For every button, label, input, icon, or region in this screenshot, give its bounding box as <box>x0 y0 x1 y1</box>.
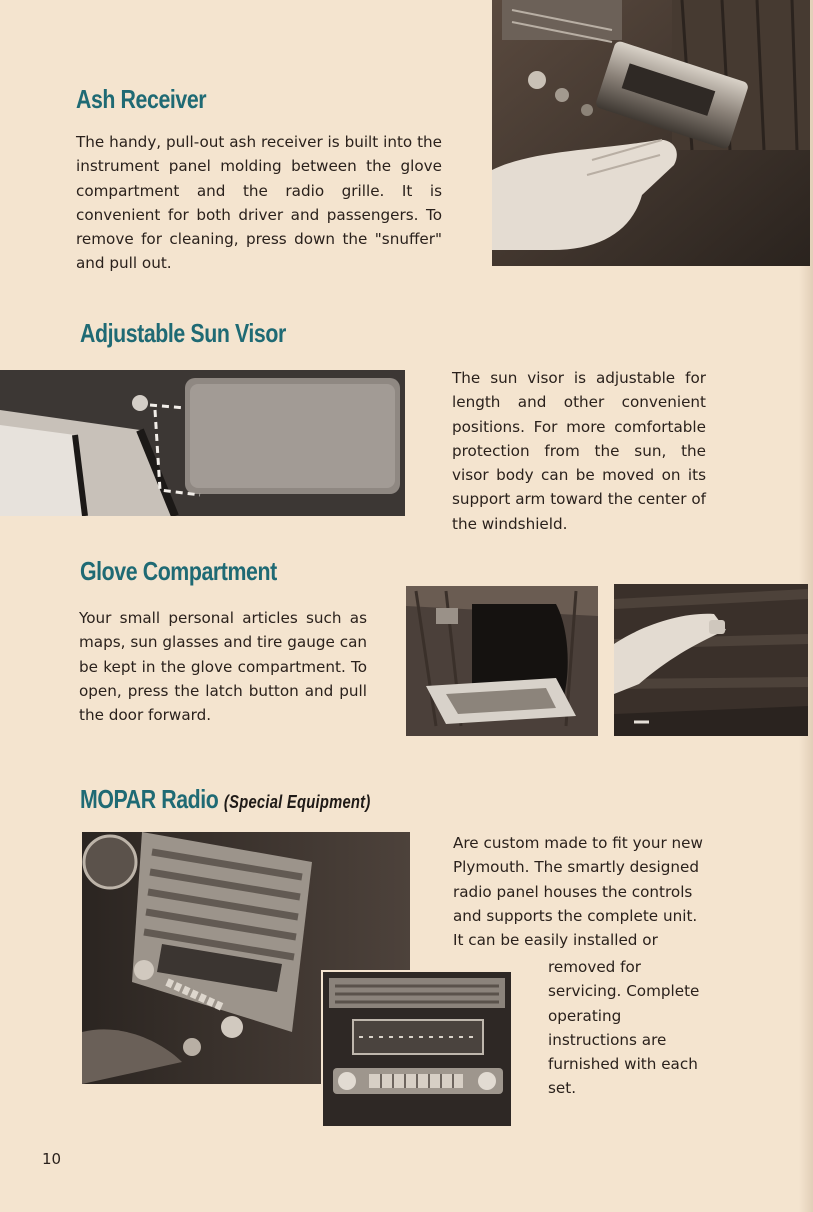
glove-compartment-latch-photo <box>614 584 808 736</box>
sun-visor-heading: Adjustable Sun Visor <box>80 318 286 348</box>
ash-receiver-heading: Ash Receiver <box>76 84 207 114</box>
radio-heading-special-equipment: (Special Equipment) <box>223 792 371 812</box>
ash-receiver-photo <box>492 0 810 266</box>
radio-text-upper: Are custom made to fit your new Plymouth. The smartly designed radio panel houses the controls and supports the complete unit. It can be easily installed or <box>453 834 703 950</box>
sun-visor-text: The sun visor is adjustable for length and other convenient positions. For more comfortable protection from the sun, the visor body can be moved on its support arm toward the center of the windshield. <box>452 369 706 533</box>
glove-compartment-heading: Glove Compartment <box>80 556 277 586</box>
radio-heading <box>80 784 370 815</box>
radio-text-lower: removed for servicing. Complete operating instructions are furnished with each set. <box>548 958 700 1098</box>
ash-receiver-text: The handy, pull-out ash receiver is built into the instrument panel molding between the glove compartment and the radio grille. It is convenient for both driver and passengers. To remove for cleaning, press down the "snuffer" and pull out. <box>76 133 442 273</box>
glove-compartment-text: Your small personal articles such as maps, sun glasses and tire gauge can be kept in the glove compartment. To open, press the latch button and pull the door forward. <box>79 609 367 725</box>
sun-visor-photo <box>0 370 405 516</box>
radio-unit-photo <box>323 972 511 1126</box>
glove-compartment-open-photo <box>406 586 598 736</box>
page-number: 10 <box>42 1150 62 1168</box>
radio-heading-title: MOPAR Radio <box>80 784 219 814</box>
